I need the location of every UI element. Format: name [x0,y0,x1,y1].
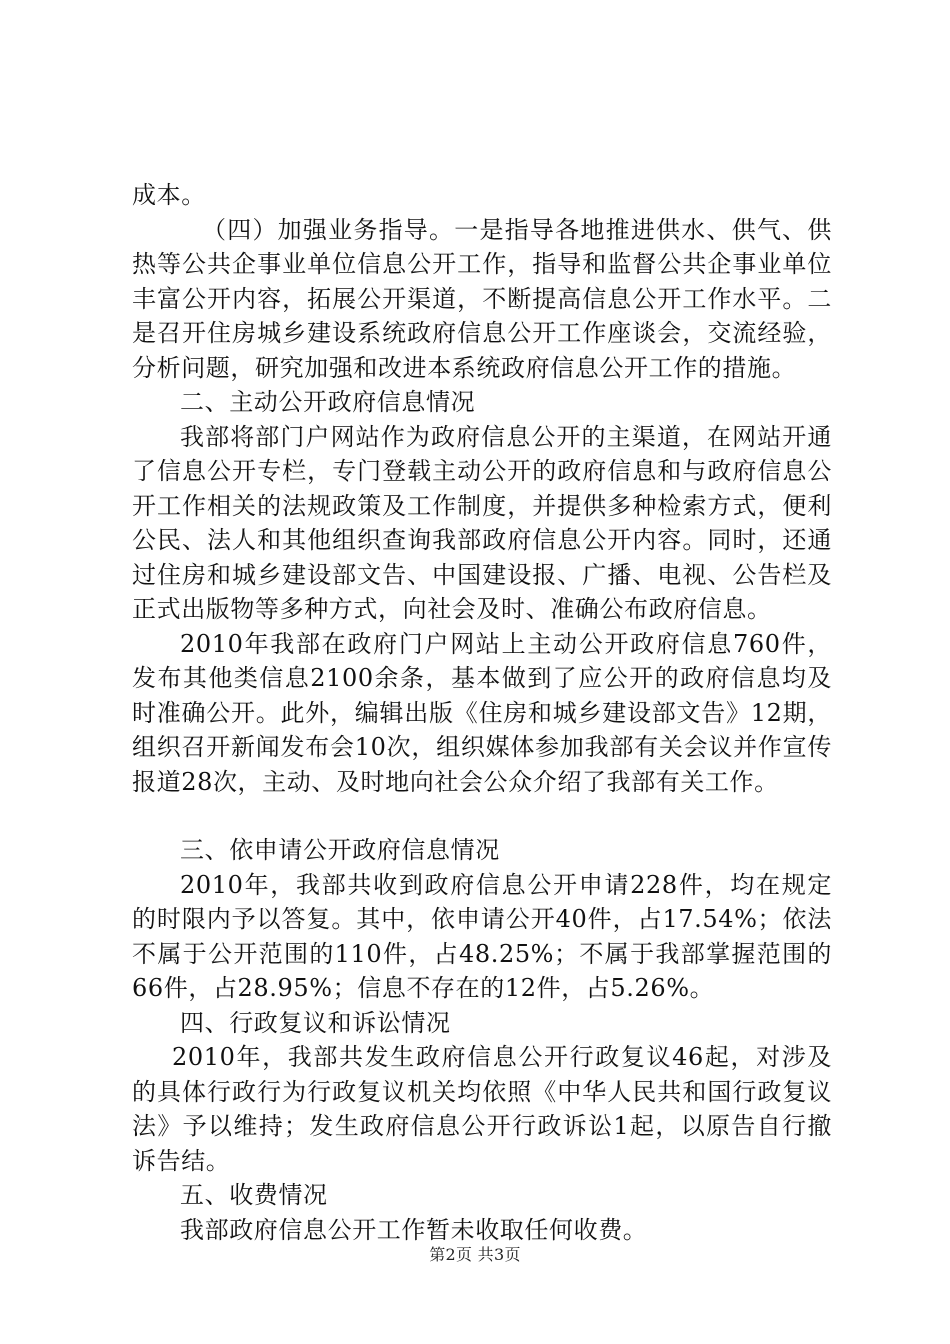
document-body [132,178,832,1247]
section-heading-application-disclosure: 三、依申请公开政府信息情况 [180,836,500,864]
paragraph-2010-statistics: 2010年我部在政府门户网站上主动公开政府信息760件，发布其他类信息2100余条，基本做到了应公开的政府信息均及时准确公开。此外，编辑出版《住房和城乡建设部文告》12期，组织召开新闻发布会10次，组织媒体参加我部有关会议并作宣传报道28次，主动、及时地向社会公众介绍了我部有关工作。 [132,629,832,796]
paragraph-fees: 我部政府信息公开工作暂未收取任何收费。 [180,1215,648,1244]
section-heading-review-litigation: 四、行政复议和诉讼情况 [180,1008,451,1037]
paragraph-business-guidance: （四）加强业务指导。一是指导各地推进供水、供气、供热等公共企事业单位信息公开工作，指导和监督公共企事业单位丰富公开内容，拓展公开渠道，不断提高信息公开工作水平。二是召开住房城乡建设系统政府信息公开工作座谈会，交流经验，分析问题，研究加强和改进本系统政府信息公开工作的措施。 [132,215,832,382]
paragraph-application-statistics: 2010年，我部共收到政府信息公开申请228件，均在规定的时限内予以答复。其中，依申请公开40件，占17.54%；依法不属于公开范围的110件，占48.25%；不属于我部掌握范围的66件，占28.95%；信息不存在的12件，占5.26%。 [132,870,832,1002]
page-number-footer: 第2页 共3页 [429,1245,521,1264]
section-heading-fees: 五、收费情况 [180,1181,328,1209]
paragraph-review-litigation: 2010年，我部共发生政府信息公开行政复议46起，对涉及的具体行政行为行政复议机关均依照《中华人民共和国行政复议法》予以维持；发生政府信息公开行政诉讼1起，以原告自行撤诉告结。 [132,1043,832,1175]
paragraph-portal-channel: 我部将部门户网站作为政府信息公开的主渠道，在网站开通了信息公开专栏，专门登载主动公开的政府信息和与政府信息公开工作相关的法规政策及工作制度，并提供多种检索方式，便利公民、法人和其他组织查询我部政府信息公开内容。同时，还通过住房和城乡建设部文告、中国建设报、广播、电视、公告栏及正式出版物等多种方式，向社会及时、准确公布政府信息。 [132,422,832,623]
section-heading-proactive-disclosure: 二、主动公开政府信息情况 [180,388,476,416]
paragraph-continuation: 成本。 [132,181,206,209]
